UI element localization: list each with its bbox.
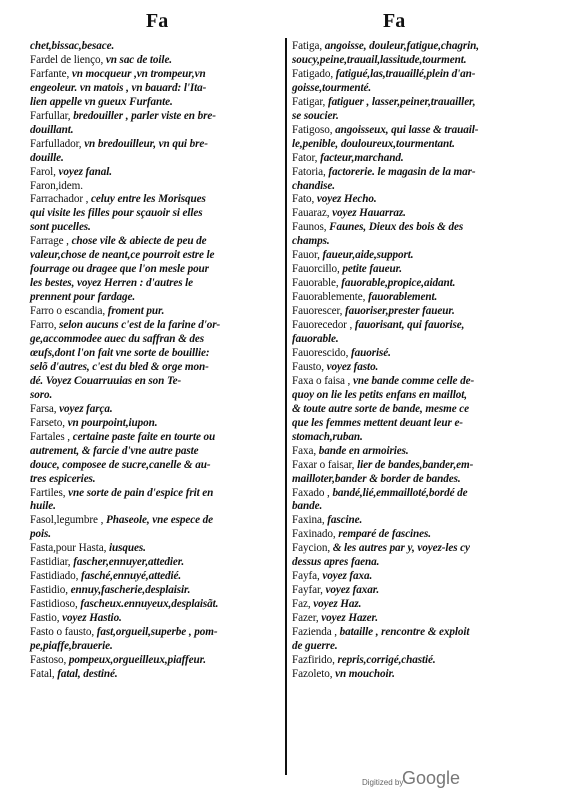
headword: Farro, <box>30 319 60 332</box>
definition: fauorablement. <box>368 291 438 304</box>
digitized-by-text: Digitized by <box>362 778 404 787</box>
entry-line <box>30 542 280 556</box>
entry-line <box>30 556 280 570</box>
entry-line <box>30 570 280 584</box>
definition: angoisseux, qui lasse & trauail- <box>335 123 479 136</box>
headword: Fazoleto, <box>292 667 336 680</box>
headword: Fastio, <box>30 612 63 625</box>
headword: Faxar o faisar, <box>292 458 358 471</box>
entry-line <box>30 319 280 333</box>
entry-line <box>292 556 552 570</box>
definition: mailloter,bander & border de bandes. <box>292 472 461 485</box>
headword: Fauorescer, <box>292 305 346 318</box>
entry-line <box>30 500 280 514</box>
definition: Faunes, Dieux des bois & des <box>329 221 464 234</box>
headword: Fauorecedor , <box>292 319 355 332</box>
entry-line <box>30 291 280 305</box>
entry-line <box>30 207 280 221</box>
definition: fatal, destiné. <box>57 667 118 680</box>
headword: Faron,idem. <box>30 179 83 192</box>
entry-line <box>292 249 552 263</box>
entry-line <box>30 598 280 612</box>
definition: autrement, & farcie d'vne autre paste <box>30 444 199 457</box>
definition: lier de bandes,bander,em- <box>357 458 474 471</box>
entry-line <box>292 277 552 291</box>
headword: Fato, <box>292 193 317 206</box>
entry-line <box>30 96 280 110</box>
headword: Farfullador, <box>30 137 85 150</box>
definition: iusques. <box>108 542 146 555</box>
headword: Fauorablemente, <box>292 291 369 304</box>
entry-line <box>292 333 552 347</box>
definition: voyez farça. <box>59 402 113 415</box>
headword: Faunos, <box>292 221 330 234</box>
definition: vn pourpoint,iupon. <box>67 416 158 429</box>
definition: douille. <box>30 151 64 164</box>
entry-line <box>292 584 552 598</box>
headword: Fastidio, <box>30 584 71 597</box>
definition: valeur,chose de neant,ce pourroit estre le <box>30 249 215 262</box>
definition: œufs,dont l'on fait vne sorte de bouillie: <box>30 346 210 359</box>
entry-line <box>30 305 280 319</box>
definition: pompeux,orgueilleux,piaffeur. <box>68 653 206 666</box>
google-logo-text: Google <box>402 768 461 788</box>
entry-line <box>292 291 552 305</box>
headword: Faxado , <box>292 486 333 499</box>
entry-line <box>30 263 280 277</box>
definition: ge,accommodee auec du saffran & des <box>30 333 205 346</box>
definition: ennuy,fascherie,desplaisir. <box>70 584 191 597</box>
entry-line <box>30 640 280 654</box>
entry-line <box>292 40 552 54</box>
entry-line <box>292 500 552 514</box>
definition: dé. Voyez Couarruuias en son Te- <box>30 374 182 387</box>
definition: & toute autre sorte de bande, mesme ce <box>292 402 470 415</box>
definition: fauoriser,prester faueur. <box>345 305 455 318</box>
definition: & les autres par y, voyez-les cy <box>332 542 470 555</box>
headword: Fatal, <box>30 667 58 680</box>
entry-line <box>292 180 552 194</box>
headword: Fatigoso, <box>292 123 336 136</box>
entry-line <box>30 193 280 207</box>
definition: selõ d'autres, c'est du bled & orge mon- <box>30 360 209 373</box>
definition: voyez Hecho. <box>316 193 377 206</box>
definition: bande. <box>292 500 323 513</box>
definition: voyez fanal. <box>58 165 112 178</box>
definition: quoy on lie les petits enfans en maillot, <box>292 388 467 401</box>
definition: bataille , rencontre & exploit <box>339 626 470 639</box>
definition: fatiguer , lasser,peiner,trauailler, <box>327 95 476 108</box>
definition: angoisse, douleur,fatigue,chagrin, <box>324 40 479 52</box>
definition: le,penible, douloureux,tourmentant. <box>292 137 455 150</box>
headword: Farfante, <box>30 67 72 80</box>
entry-line <box>292 654 552 668</box>
entry-line <box>30 40 280 54</box>
definition: voyez Hazer. <box>321 612 378 625</box>
headword: Fayfar, <box>292 584 326 597</box>
entry-line <box>292 110 552 124</box>
headword: Farseto, <box>30 416 68 429</box>
headword: Fastidioso, <box>30 598 81 611</box>
definition: vn mouchoir. <box>335 667 395 680</box>
entry-line <box>30 389 280 403</box>
definition: bandé,lié,emmailloté,bordé de <box>332 486 468 499</box>
definition: goisse,tourmenté. <box>292 81 372 94</box>
running-head-left: Fa <box>146 10 169 32</box>
entry-line <box>292 487 552 501</box>
definition: fauorable. <box>292 333 339 346</box>
definition: certaine paste faite en tourte ou <box>72 430 216 443</box>
entry-line <box>292 82 552 96</box>
definition: champs. <box>292 235 330 248</box>
headword: Fartales , <box>30 430 73 443</box>
definition: fast,orgueil,superbe , pom- <box>96 626 218 639</box>
entry-line <box>30 82 280 96</box>
right-column <box>292 40 552 682</box>
definition: vne sorte de pain d'espice frit en <box>68 486 214 499</box>
entry-line <box>292 403 552 417</box>
headword: Faxa o faisa , <box>292 374 353 387</box>
entry-line <box>30 138 280 152</box>
definition: chandise. <box>292 179 335 192</box>
entry-line <box>292 166 552 180</box>
entry-line <box>30 277 280 291</box>
entry-line <box>30 668 280 682</box>
definition: qui visite les filles pour sçauoir si elles <box>30 207 203 220</box>
headword: Farfullar, <box>30 109 74 122</box>
entry-line <box>292 305 552 319</box>
entry-line <box>292 221 552 235</box>
definition: fauorisé. <box>350 346 391 359</box>
headword: Fastidiado, <box>30 570 82 583</box>
entry-line <box>292 445 552 459</box>
definition: fatigué,las,trauaillé,plein d'an- <box>335 67 476 80</box>
entry-line <box>292 68 552 82</box>
headword: Fardel de lienço, <box>30 53 106 66</box>
running-head-right: Fa <box>383 10 406 32</box>
definition: voyez faxa. <box>322 570 373 583</box>
entry-line <box>30 626 280 640</box>
entry-line <box>30 152 280 166</box>
definition: vne bande comme celle de- <box>352 374 475 387</box>
headword: Fazfirido, <box>292 653 338 666</box>
entry-line <box>30 221 280 235</box>
headword: Fatigar, <box>292 95 328 108</box>
entry-line <box>30 54 280 68</box>
definition: vn mocqueur ,vn trompeur,vn <box>71 67 206 80</box>
definition: Phaseole, vne espece de <box>105 514 214 527</box>
definition: chose vile & abiecte de peu de <box>71 235 207 248</box>
definition: voyez Hauarraz. <box>332 207 406 220</box>
entry-line <box>292 473 552 487</box>
headword: Fastoso, <box>30 653 69 666</box>
entry-line <box>292 54 552 68</box>
entry-line <box>292 640 552 654</box>
headword: Fayfa, <box>292 570 323 583</box>
headword: Fatiga, <box>292 40 325 52</box>
headword: Fauorable, <box>292 277 342 290</box>
digitization-watermark <box>362 768 461 796</box>
entry-line <box>292 152 552 166</box>
entry-line <box>292 375 552 389</box>
definition: selon aucuns c'est de la farine d'or- <box>59 319 221 332</box>
entry-line <box>292 263 552 277</box>
entry-line <box>292 235 552 249</box>
entry-line <box>292 417 552 431</box>
definition: douce, composee de sucre,canelle & au- <box>30 458 211 471</box>
page-header <box>0 10 567 36</box>
definition: soucy,peine,trauail,lassitude,tourment. <box>292 53 467 66</box>
definition: vn bredouilleur, vn qui bre- <box>84 137 208 150</box>
entry-line <box>30 361 280 375</box>
headword: Fastidiar, <box>30 556 74 569</box>
definition: fascine. <box>327 514 363 527</box>
entry-line <box>30 333 280 347</box>
definition: facteur,marchand. <box>320 151 404 164</box>
entry-line <box>30 347 280 361</box>
definition: fourrage ou dragee que l'on mesle pour <box>30 263 209 276</box>
entry-line <box>30 249 280 263</box>
definition: fauorisant, qui fauorise, <box>354 319 465 332</box>
entry-line <box>292 431 552 445</box>
entry-line <box>292 124 552 138</box>
definition: tres espiceries. <box>30 472 96 485</box>
headword: Fasta,pour Hasta, <box>30 542 109 555</box>
entry-line <box>30 528 280 542</box>
entry-line <box>292 514 552 528</box>
entry-line <box>292 542 552 556</box>
entry-line <box>30 124 280 138</box>
headword: Fartiles, <box>30 486 69 499</box>
headword: Farrage , <box>30 235 72 248</box>
entry-line <box>292 207 552 221</box>
entry-line <box>30 431 280 445</box>
entry-line <box>30 403 280 417</box>
headword: Fasto o fausto, <box>30 626 97 639</box>
headword: Fazienda , <box>292 626 340 639</box>
entry-line <box>292 668 552 682</box>
definition: pois. <box>30 528 51 541</box>
definition: voyez fasto. <box>326 360 379 373</box>
entry-line <box>30 654 280 668</box>
definition: dessus apres faena. <box>292 556 380 569</box>
definition: douillant. <box>30 123 74 136</box>
entry-line <box>292 361 552 375</box>
entry-line <box>30 514 280 528</box>
entry-line <box>30 487 280 501</box>
definition: froment pur. <box>107 305 165 318</box>
left-column <box>30 40 280 682</box>
definition: engeoleur. vn matois , vn bauard: l'Ita- <box>30 81 207 94</box>
definition: pe,piaffe,brauerie. <box>30 639 113 652</box>
headword: Fatoria, <box>292 165 329 178</box>
headword: Farro o escandia, <box>30 305 108 318</box>
entry-line <box>30 375 280 389</box>
headword: Fauorcillo, <box>292 263 343 276</box>
entry-line <box>292 347 552 361</box>
headword: Fasol,legumbre , <box>30 514 106 527</box>
column-divider <box>285 38 287 775</box>
entry-line <box>292 626 552 640</box>
headword: Faycion, <box>292 542 333 555</box>
entry-line <box>30 417 280 431</box>
definition: sont pucelles. <box>30 221 91 234</box>
definition: celuy entre les Morisques <box>91 193 206 206</box>
definition: voyez faxar. <box>325 584 380 597</box>
definition: fauorable,propice,aidant. <box>341 277 456 290</box>
definition: soro. <box>30 388 53 401</box>
headword: Faxina, <box>292 514 328 527</box>
headword: Fauor, <box>292 249 323 262</box>
entry-line <box>292 528 552 542</box>
definition: les bestes, voyez Herren : d'autres le <box>30 277 194 290</box>
headword: Faxinado, <box>292 528 339 541</box>
headword: Fauorescido, <box>292 346 351 359</box>
entry-line <box>30 612 280 626</box>
entry-line <box>292 389 552 403</box>
entry-line <box>292 459 552 473</box>
definition: prennent pour fardage. <box>30 291 136 304</box>
entry-line <box>30 584 280 598</box>
headword: Fatigado, <box>292 67 336 80</box>
entry-line <box>30 180 280 194</box>
headword: Faxa, <box>292 444 319 457</box>
headword: Fauaraz, <box>292 207 333 220</box>
entry-line <box>292 96 552 110</box>
entry-line <box>30 166 280 180</box>
definition: petite faueur. <box>342 263 402 276</box>
entry-line <box>30 459 280 473</box>
definition: stomach,ruban. <box>292 430 363 443</box>
headword: Fator, <box>292 151 321 164</box>
headword: Fausto, <box>292 360 327 373</box>
headword: Farol, <box>30 165 59 178</box>
definition: de guerre. <box>292 639 338 652</box>
entry-line <box>292 598 552 612</box>
definition: voyez Haz. <box>313 598 362 611</box>
headword: Fazer, <box>292 612 322 625</box>
headword: Farrachador , <box>30 193 92 206</box>
definition: fascher,ennuyer,attedier. <box>73 556 185 569</box>
entry-line <box>292 570 552 584</box>
entry-line <box>30 473 280 487</box>
entry-line <box>30 235 280 249</box>
headword: Farsa, <box>30 402 60 415</box>
definition: fascheux.ennuyeux,desplaisãt. <box>80 598 219 611</box>
entry-line <box>292 319 552 333</box>
definition: lien appelle vn gueux Furfante. <box>30 95 173 108</box>
definition: huile. <box>30 500 56 513</box>
definition: fasché,ennuyé,attedié. <box>81 570 182 583</box>
entry-line <box>292 612 552 626</box>
definition: chet,bissac,besace. <box>30 40 115 52</box>
headword: Faz, <box>292 598 314 611</box>
definition: repris,corrigé,chastié. <box>337 653 436 666</box>
definition: que les femmes mettent deuant leur e- <box>292 416 463 429</box>
entry-line <box>292 138 552 152</box>
entry-line <box>30 445 280 459</box>
definition: bande en armoiries. <box>318 444 409 457</box>
entry-line <box>292 193 552 207</box>
definition: vn sac de toile. <box>105 53 173 66</box>
definition: bredouiller , parler viste en bre- <box>73 109 216 122</box>
definition: remparé de fascines. <box>338 528 432 541</box>
definition: factorerie. le magasin de la mar- <box>328 165 476 178</box>
entry-line <box>30 110 280 124</box>
definition: voyez Hastio. <box>62 612 122 625</box>
entry-line <box>30 68 280 82</box>
definition: se soucier. <box>292 109 339 122</box>
definition: faueur,aide,support. <box>322 249 414 262</box>
